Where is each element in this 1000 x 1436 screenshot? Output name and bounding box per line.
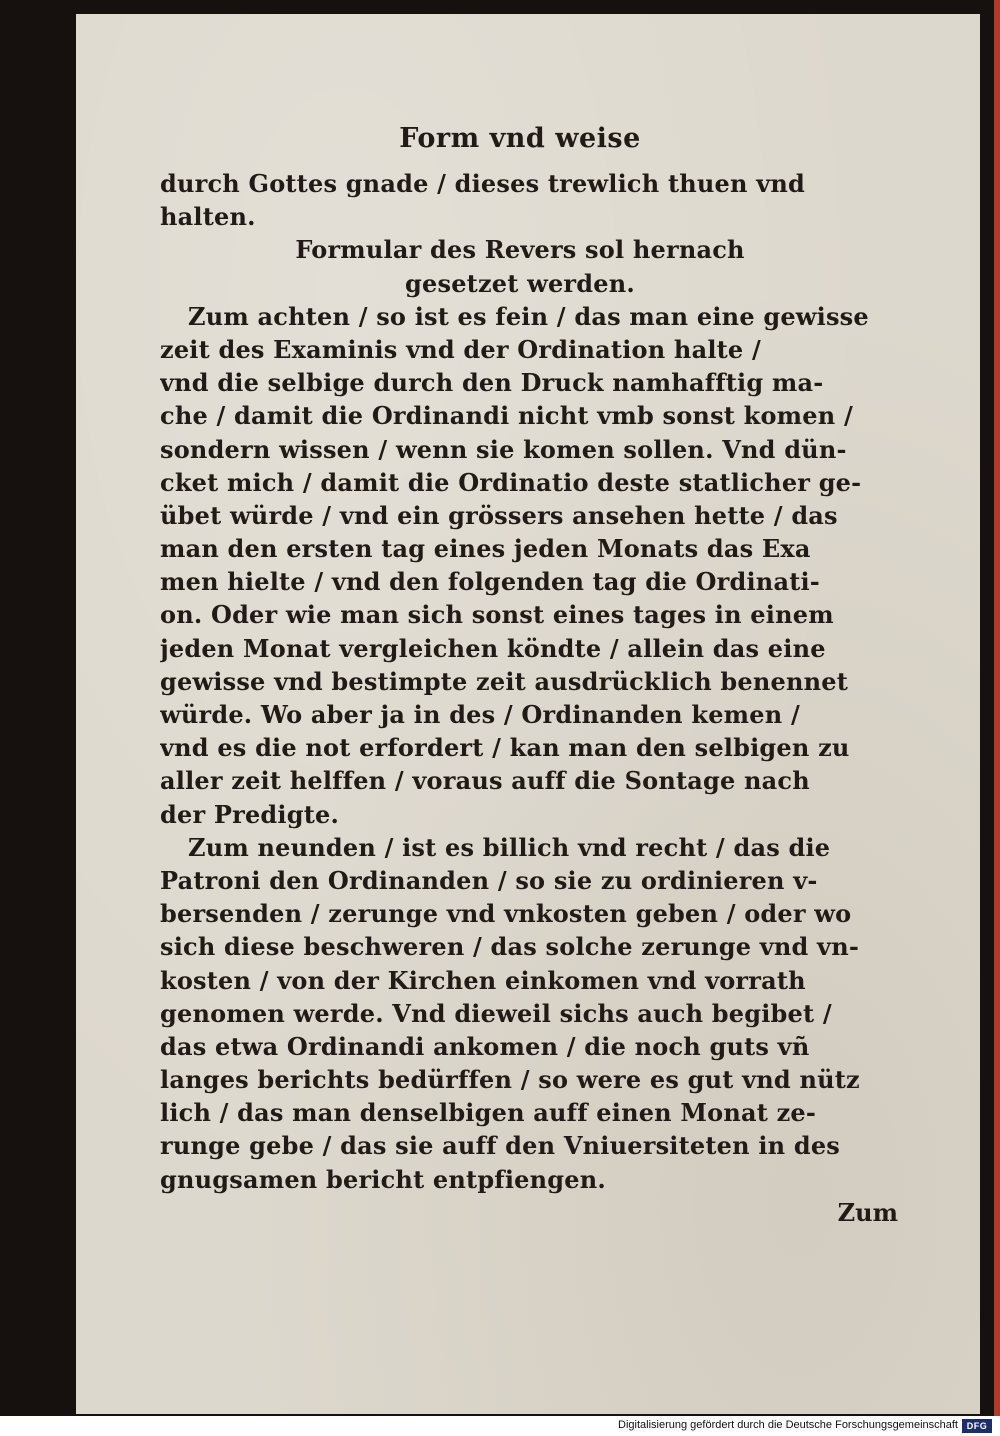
text-line: cket mich / damit die Ordinatio deste statlicher ge- [160, 467, 862, 497]
text-line: runge gebe / das sie auff den Vniuersiteten in des [160, 1131, 841, 1161]
text-line: zeit des Examinis vnd der Ordination halte / [160, 334, 761, 364]
text-line: das etwa Ordinandi ankomen / die noch guts vñ [160, 1031, 810, 1061]
text-line: Zum neunden / ist es billich vnd recht / das die [188, 832, 831, 862]
text-line: genomen werde. Vnd dieweil sichs auch begibet / [160, 998, 832, 1028]
text-line: gewisse vnd bestimpte zeit ausdrücklich benennet [160, 666, 849, 696]
text-line: Formular des Revers sol hernach [295, 235, 745, 265]
body-lines [160, 167, 880, 1196]
text-line: bersenden / zerunge vnd vnkosten geben / oder wo [160, 899, 852, 929]
text-line: der Predigte. [160, 799, 340, 829]
text-line: man den ersten tag eines jeden Monats das Exa [160, 534, 811, 564]
text-line: jeden Monat vergleichen köndte / allein das eine [160, 633, 826, 663]
text-line: gesetzet werden. [405, 268, 635, 298]
text-line: durch Gottes gnade / dieses trewlich thuen vnd [160, 169, 805, 198]
text-block [160, 45, 880, 1196]
text-line: Patroni den Ordinanden / so sie zu ordinieren v- [160, 865, 818, 895]
text-line: Zum achten / so ist es fein / das man eine gewisse [188, 301, 869, 331]
scan-edge [994, 0, 1000, 1416]
text-line: würde. Wo aber ja in des / Ordinanden kemen / [160, 700, 800, 729]
text-line: aller zeit helffen / voraus auff die Sontage nach [160, 766, 810, 796]
text-line: vnd die selbige durch den Druck namhafftig ma- [160, 368, 824, 398]
text-line: on. Oder wie man sich sonst eines tages in einem [160, 600, 834, 630]
text-line: kosten / von der Kirchen einkomen vnd vorrath [160, 965, 806, 995]
text-line: men hielte / vnd den folgenden tag die Ordinati- [160, 567, 820, 597]
text-line: lich / das man denselbigen auff einen Monat ze- [160, 1098, 817, 1128]
text-line: langes berichts bedürffen / so were es gut vnd nütz [160, 1065, 860, 1095]
text-line: halten. [160, 202, 256, 232]
text-line: che / damit die Ordinandi nicht vmb sonst komen / [160, 401, 853, 431]
text-line: vnd es die not erfordert / kan man den selbigen zu [160, 733, 850, 763]
footer-credit: Digitalisierung gefördert durch die Deutsche Forschungsgemeinschaft [618, 1419, 958, 1431]
text-line: sondern wissen / wenn sie komen sollen. Vnd dün- [160, 434, 847, 464]
dfg-logo-icon: DFG [962, 1419, 992, 1433]
running-head: Form vnd weise [399, 123, 641, 154]
text-line: übet würde / vnd ein grössers ansehen hette / das [160, 500, 838, 530]
catchword: Zum [837, 1198, 898, 1227]
text-line: gnugsamen bericht entpfiengen. [160, 1164, 606, 1194]
text-line: sich diese beschweren / das solche zerunge vnd vn- [160, 932, 860, 962]
